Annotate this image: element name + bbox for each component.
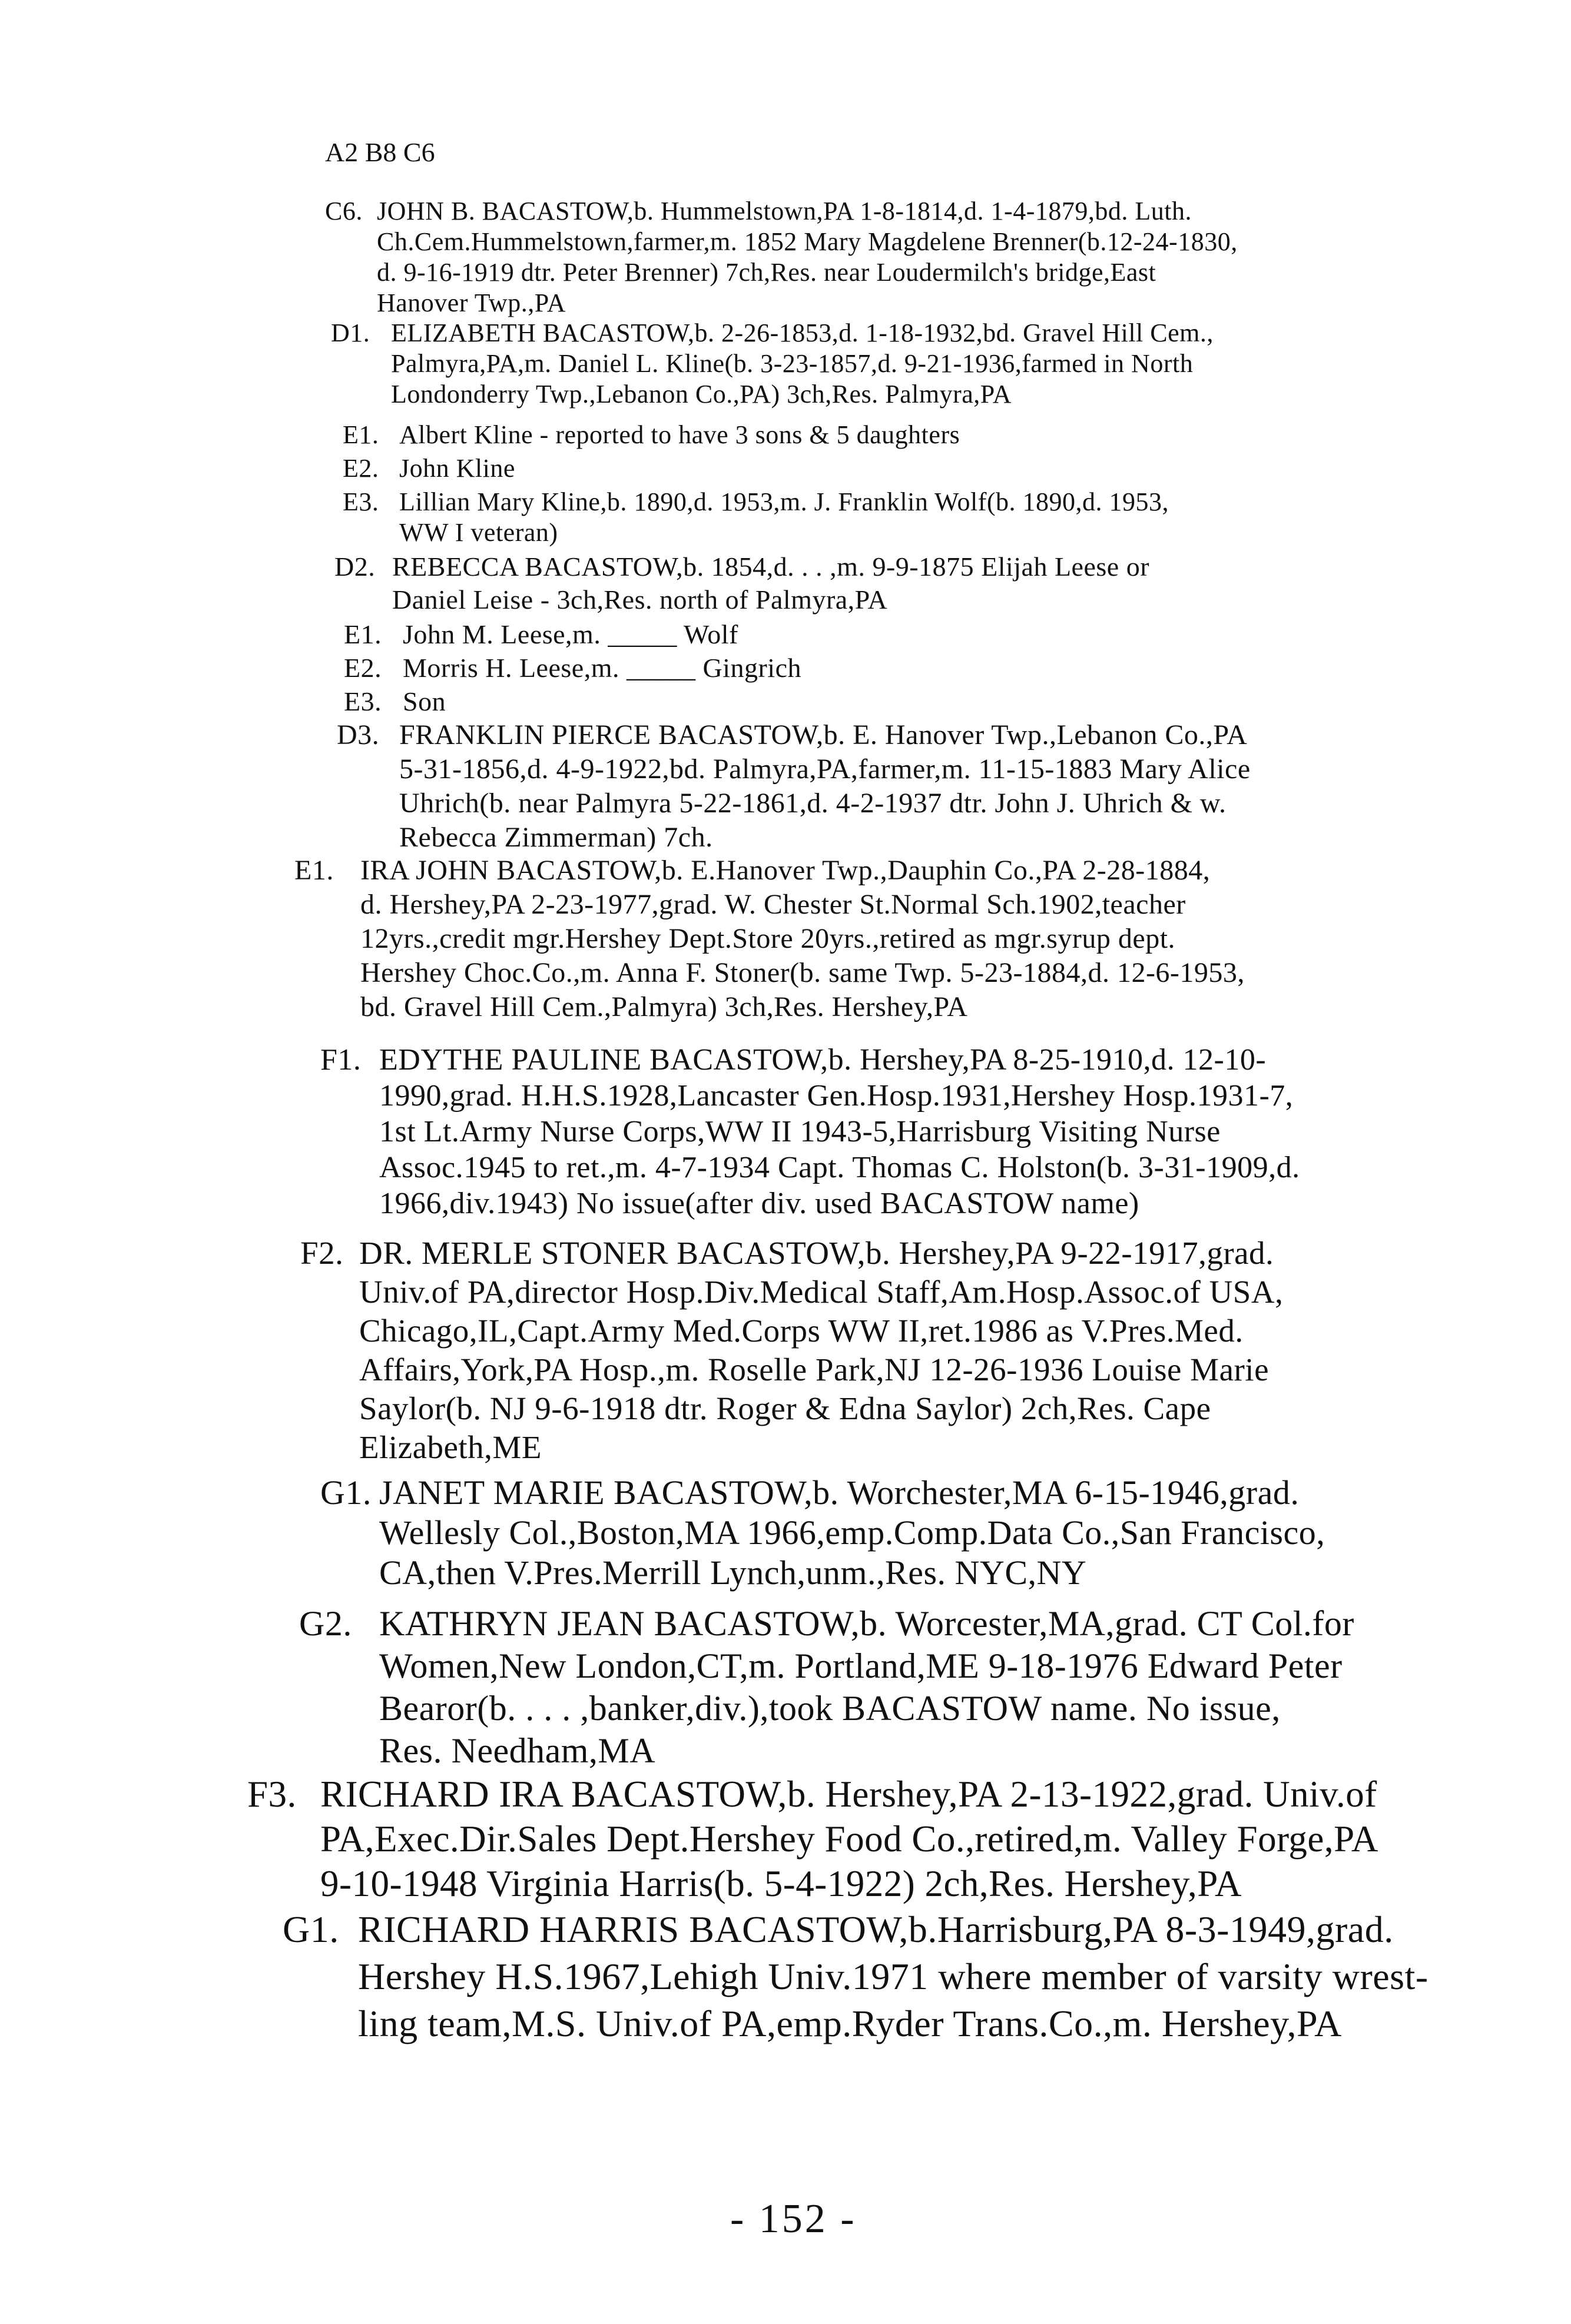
entry-line: 5-31-1856,d. 4-9-1922,bd. Palmyra,PA,farmer,m. 11-15-1883 Mary Alice [399, 753, 1251, 785]
entry-line: IRA JOHN BACASTOW,b. E.Hanover Twp.,Dauphin Co.,PA 2-28-1884, [360, 855, 1211, 886]
entry-label: G1. [320, 1473, 372, 1512]
entry-line: JANET MARIE BACASTOW,b. Worchester,MA 6-15-1946,grad. [379, 1473, 1300, 1512]
entry-line: Bearor(b. . . . ,banker,div.),took BACASTOW name. No issue, [379, 1689, 1281, 1728]
entry-line: KATHRYN JEAN BACASTOW,b. Worcester,MA,grad. CT Col.for [379, 1604, 1354, 1643]
entry-line: ELIZABETH BACASTOW,b. 2-26-1853,d. 1-18-1932,bd. Gravel Hill Cem., [391, 318, 1214, 347]
entry-line: Res. Needham,MA [379, 1731, 656, 1770]
entry-line: JOHN B. BACASTOW,b. Hummelstown,PA 1-8-1814,d. 1-4-1879,bd. Luth. [377, 197, 1192, 225]
entry-line: bd. Gravel Hill Cem.,Palmyra) 3ch,Res. Hershey,PA [360, 991, 968, 1022]
entry-e1-leese [344, 618, 738, 651]
entry-line: Lillian Mary Kline,b. 1890,d. 1953,m. J. Franklin Wolf(b. 1890,d. 1953, [399, 487, 1169, 516]
entry-line: Assoc.1945 to ret.,m. 4-7-1934 Capt. Thomas C. Holston(b. 3-31-1909,d. [379, 1151, 1300, 1184]
entry-c6 [325, 196, 1238, 318]
entry-f2 [300, 1234, 1283, 1467]
entry-line: d. Hershey,PA 2-23-1977,grad. W. Chester St.Normal Sch.1902,teacher [360, 889, 1186, 920]
entry-line: Women,New London,CT,m. Portland,ME 9-18-1976 Edward Peter [379, 1646, 1343, 1685]
entry-line: Rebecca Zimmerman) 7ch. [399, 822, 713, 853]
entry-d2 [334, 550, 1149, 616]
entry-label: D1. [331, 318, 370, 347]
entry-e3-kline [343, 487, 1169, 548]
entry-line: Londonderry Twp.,Lebanon Co.,PA) 3ch,Res. Palmyra,PA [391, 380, 1012, 409]
entry-line: Hershey H.S.1967,Lehigh Univ.1971 where member of varsity wrest- [358, 1956, 1429, 1997]
entry-line: Chicago,IL,Capt.Army Med.Corps WW II,ret.1986 as V.Pres.Med. [359, 1313, 1244, 1349]
entry-e1-ira [294, 854, 1245, 1024]
entry-e2-kline [343, 453, 515, 484]
entry-d1 [331, 318, 1214, 410]
entry-line: CA,then V.Pres.Merrill Lynch,unm.,Res. NYC,NY [379, 1553, 1087, 1592]
entry-label: F1. [320, 1043, 362, 1077]
entry-line: Albert Kline - reported to have 3 sons & 5 daughters [399, 420, 960, 449]
entry-line: 1st Lt.Army Nurse Corps,WW II 1943-5,Harrisburg Visiting Nurse [379, 1115, 1221, 1148]
entry-line: Saylor(b. NJ 9-6-1918 dtr. Roger & Edna Saylor) 2ch,Res. Cape [359, 1390, 1211, 1426]
entry-line: Univ.of PA,director Hosp.Div.Medical Staff,Am.Hosp.Assoc.of USA, [359, 1274, 1284, 1310]
entry-g1-janet [320, 1473, 1325, 1593]
entry-line: Uhrich(b. near Palmyra 5-22-1861,d. 4-2-1937 dtr. John J. Uhrich & w. [399, 788, 1227, 819]
entry-g2 [299, 1602, 1354, 1772]
entry-line: Palmyra,PA,m. Daniel L. Kline(b. 3-23-1857,d. 9-21-1936,farmed in North [391, 349, 1194, 378]
entry-line: John M. Leese,m. _____ Wolf [403, 619, 738, 649]
entry-label: E1. [344, 619, 382, 649]
entry-label: D3. [337, 719, 380, 751]
entry-line: REBECCA BACASTOW,b. 1854,d. . . ,m. 9-9-1875 Elijah Leese or [392, 552, 1150, 582]
entry-label: E2. [343, 454, 379, 483]
entry-line: 9-10-1948 Virginia Harris(b. 5-4-1922) 2ch,Res. Hershey,PA [320, 1863, 1242, 1904]
entry-line: 1990,grad. H.H.S.1928,Lancaster Gen.Hosp.1931,Hershey Hosp.1931-7, [379, 1079, 1294, 1113]
entry-label: G2. [299, 1604, 352, 1643]
entry-label: C6. [325, 197, 363, 225]
entry-label: D2. [334, 552, 376, 582]
entry-label: E3. [344, 686, 382, 716]
entry-label: E1. [294, 855, 334, 886]
entry-d3 [337, 718, 1251, 855]
entry-line: WW I veteran) [399, 518, 558, 547]
entry-line: John Kline [399, 454, 515, 483]
entry-line: Wellesly Col.,Boston,MA 1966,emp.Comp.Data Co.,San Francisco, [379, 1513, 1325, 1552]
entry-label: E1. [343, 420, 379, 449]
entry-line: 12yrs.,credit mgr.Hershey Dept.Store 20yrs.,retired as mgr.syrup dept. [360, 923, 1176, 954]
entry-label: F3. [247, 1774, 297, 1815]
entry-f1 [320, 1042, 1300, 1221]
entry-label: E2. [344, 653, 382, 683]
entry-line: 1966,div.1943) No issue(after div. used BACASTOW name) [379, 1187, 1139, 1220]
entry-line: Son [403, 686, 446, 716]
entry-line: PA,Exec.Dir.Sales Dept.Hershey Food Co.,retired,m. Valley Forge,PA [320, 1818, 1378, 1860]
entry-line: Hanover Twp.,PA [377, 288, 566, 317]
entry-line: Ch.Cem.Hummelstown,farmer,m. 1852 Mary Magdelene Brenner(b.12-24-1830, [377, 227, 1238, 256]
entry-line: FRANKLIN PIERCE BACASTOW,b. E. Hanover Twp.,Lebanon Co.,PA [399, 719, 1248, 751]
entry-e2-leese [344, 652, 801, 685]
entry-e1-kline [343, 420, 960, 450]
entry-line: Morris H. Leese,m. _____ Gingrich [403, 653, 801, 683]
entry-label: F2. [300, 1235, 344, 1271]
entry-line: RICHARD HARRIS BACASTOW,b.Harrisburg,PA 8-3-1949,grad. [358, 1908, 1394, 1950]
entry-line: Elizabeth,ME [359, 1429, 542, 1465]
entry-line: Daniel Leise - 3ch,Res. north of Palmyra,PA [392, 585, 888, 615]
entry-f3 [247, 1772, 1378, 1906]
entry-line: DR. MERLE STONER BACASTOW,b. Hershey,PA 9-22-1917,grad. [359, 1235, 1274, 1271]
entry-label: E3. [343, 487, 379, 516]
entry-line: EDYTHE PAULINE BACASTOW,b. Hershey,PA 8-25-1910,d. 12-10- [379, 1043, 1267, 1077]
page-number: - 152 - [730, 2196, 857, 2242]
entry-label: G1. [283, 1908, 339, 1950]
entry-line: d. 9-16-1919 dtr. Peter Brenner) 7ch,Res. near Loudermilch's bridge,East [377, 258, 1156, 287]
page-header: A2 B8 C6 [325, 137, 435, 167]
entry-g1-richard [283, 1906, 1429, 2047]
entry-line: ling team,M.S. Univ.of PA,emp.Ryder Trans.Co.,m. Hershey,PA [358, 2003, 1342, 2044]
entry-e3-leese [344, 685, 446, 718]
entry-line: RICHARD IRA BACASTOW,b. Hershey,PA 2-13-1922,grad. Univ.of [320, 1774, 1377, 1815]
entry-line: Affairs,York,PA Hosp.,m. Roselle Park,NJ 12-26-1936 Louise Marie [359, 1352, 1269, 1387]
entry-line: Hershey Choc.Co.,m. Anna F. Stoner(b. same Twp. 5-23-1884,d. 12-6-1953, [360, 957, 1245, 988]
